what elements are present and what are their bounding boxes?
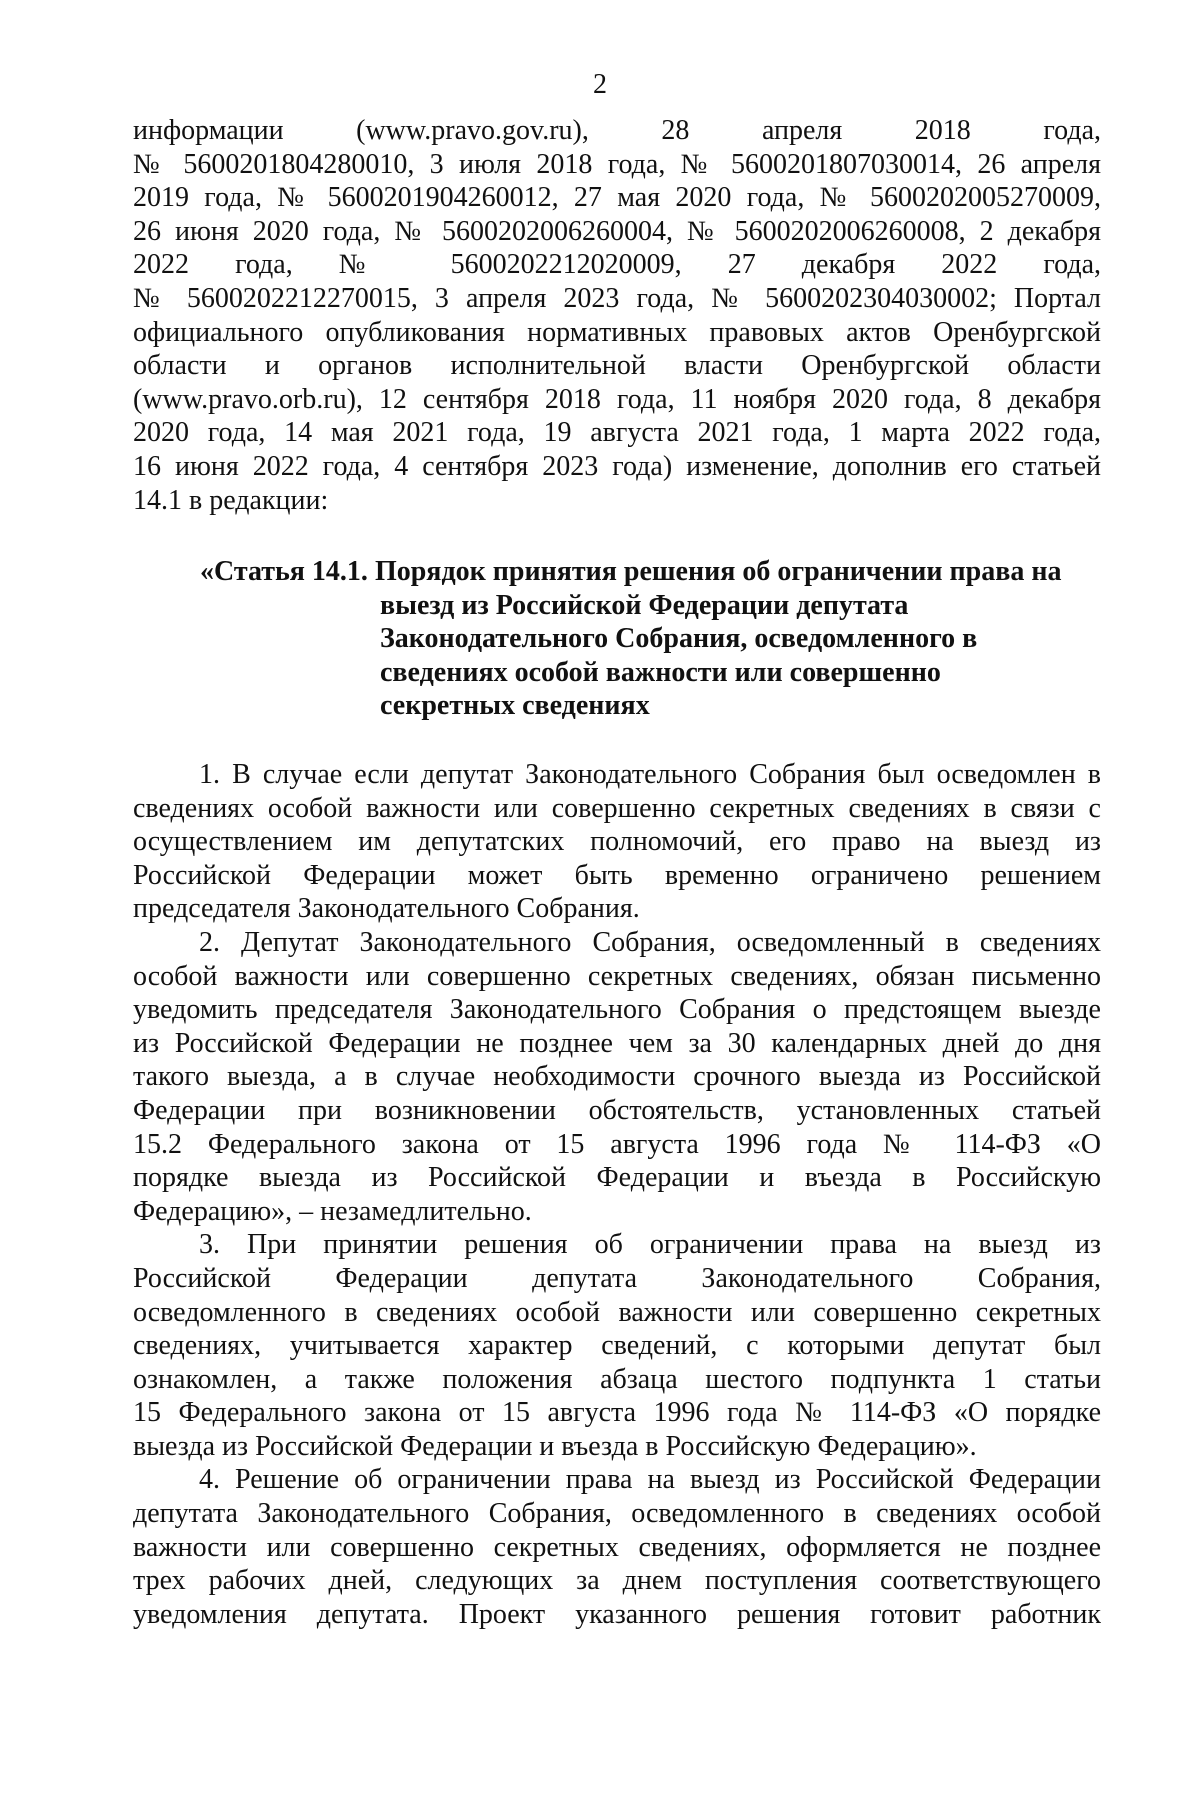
text-line: уведомления депутата. Проект указанного решения готовит работник [133, 1598, 1101, 1630]
text-line: (www.pravo.orb.ru), 12 сентября 2018 года, 11 ноября 2020 года, 8 декабря [133, 383, 1101, 415]
text-line: 1. В случае если депутат Законодательного Собрания был осведомлен в [199, 759, 1101, 790]
paragraph-4 [133, 1463, 1101, 1631]
text-line: осведомленного в сведениях особой важности или совершенно секретных [133, 1296, 1101, 1328]
article-heading [200, 555, 1100, 723]
text-line: 15.2 Федерального закона от 15 августа 1996 года № 114-ФЗ «О [133, 1128, 1101, 1160]
paragraph-1 [133, 758, 1101, 926]
article-title-line: Законодательного Собрания, осведомленного в [380, 623, 978, 655]
text-line: Федерации при возникновении обстоятельств, установленных статьей [133, 1094, 1101, 1126]
text-line: 4. Решение об ограничении права на выезд из Российской Федерации [199, 1464, 1101, 1496]
text-line: официального опубликования нормативных правовых актов Оренбургской [133, 316, 1101, 348]
text-line: важности или совершенно секретных сведениях, оформляется не позднее [133, 1531, 1101, 1563]
text-line: № 5600202212270015, 3 апреля 2023 года, № 5600202304030002; Портал [133, 282, 1101, 314]
text-line: 2. Депутат Законодательного Собрания, осведомленный в сведениях [199, 926, 1101, 958]
article-title-start: Порядок принятия решения об ограничении права на [367, 556, 1062, 587]
text-line: информации (www.pravo.gov.ru), 28 апреля 2018 года, [133, 115, 1101, 146]
text-line: выезда из Российской Федерации и въезда в Российскую Федерацию». [133, 1430, 977, 1462]
text-line: порядке выезда из Российской Федерации и въезда в Российскую [133, 1162, 1101, 1194]
text-line: сведениях особой важности или совершенно секретных сведениях в связи с [133, 792, 1101, 824]
paragraph-2 [133, 926, 1101, 1228]
text-line: уведомить председателя Законодательного Собрания о предстоящем выезде [133, 994, 1101, 1026]
text-line: 15 Федерального закона от 15 августа 1996 года № 114-ФЗ «О порядке [133, 1397, 1101, 1429]
text-line: 2022 года, № 5600202212020009, 27 декабря 2022 года, [133, 249, 1101, 281]
article-title-line: выезд из Российской Федерации депутата [380, 589, 909, 621]
text-line: особой важности или совершенно секретных сведениях, обязан письменно [133, 960, 1101, 992]
article-title-continuation [200, 589, 1100, 723]
article-body [133, 758, 1101, 1631]
text-line: такого выезда, а в случае необходимости срочного выезда из Российской [133, 1061, 1101, 1093]
text-line: сведениях, учитывается характер сведений, с которыми депутат был [133, 1330, 1101, 1362]
text-line: депутата Законодательного Собрания, осведомленного в сведениях особой [133, 1498, 1101, 1530]
paragraph-3 [133, 1228, 1101, 1463]
article-heading-first-line [200, 555, 1100, 589]
article-number: «Статья 14.1. [200, 556, 368, 587]
text-line: Российской Федерации может быть временно ограничено решением [133, 859, 1101, 891]
intro-text [133, 114, 1101, 517]
text-line: осуществлением им депутатских полномочий, его право на выезд из [133, 826, 1101, 858]
text-line: 2019 года, № 5600201904260012, 27 мая 2020 года, № 5600202005270009, [133, 182, 1101, 214]
text-line: Российской Федерации депутата Законодательного Собрания, [133, 1262, 1101, 1294]
text-line: председателя Законодательного Собрания. [133, 893, 640, 925]
page-number: 2 [593, 69, 607, 100]
article-title-line: секретных сведениях [380, 690, 650, 722]
text-line: 2020 года, 14 мая 2021 года, 19 августа 2021 года, 1 марта 2022 года, [133, 417, 1101, 449]
text-line: трех рабочих дней, следующих за днем поступления соответствующего [133, 1565, 1101, 1597]
text-line: из Российской Федерации не позднее чем за 30 календарных дней до дня [133, 1027, 1101, 1059]
text-line: 26 июня 2020 года, № 5600202006260004, № 5600202006260008, 2 декабря [133, 215, 1101, 247]
text-line: № 5600201804280010, 3 июля 2018 года, № 5600201807030014, 26 апреля [133, 148, 1101, 180]
text-line: ознакомлен, а также положения абзаца шестого подпункта 1 статьи [133, 1363, 1101, 1395]
text-line: 14.1 в редакции: [133, 484, 329, 516]
text-line: области и органов исполнительной власти Оренбургской области [133, 350, 1101, 382]
article-title-line: сведениях особой важности или совершенно [380, 656, 941, 688]
text-line: Федерацию», – незамедлительно. [133, 1195, 532, 1227]
text-line: 16 июня 2022 года, 4 сентября 2023 года) изменение, дополнив его статьей [133, 450, 1101, 482]
text-line: 3. При принятии решения об ограничении права на выезд из [199, 1229, 1101, 1261]
